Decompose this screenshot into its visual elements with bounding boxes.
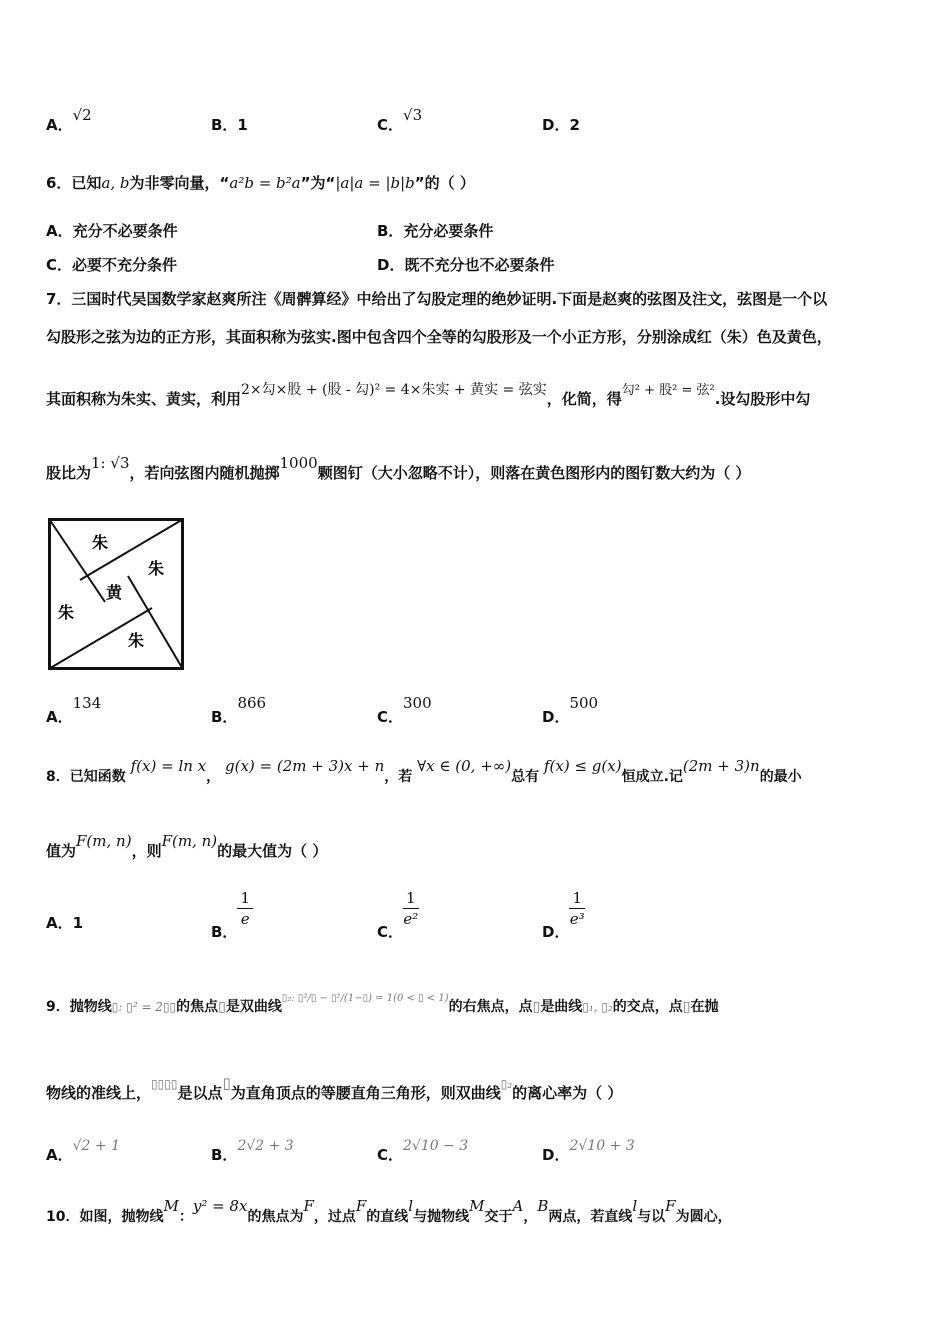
q8-line-2: 值为F(m, n)，则F(m, n)的最大值为（ ） bbox=[46, 832, 328, 860]
q9-option-a: A．√2 + 1 bbox=[46, 1138, 120, 1164]
q8-g: g(x) = (2m + 3)x + n bbox=[225, 757, 385, 775]
q5-option-c: C．√3 bbox=[377, 106, 423, 134]
q5-option-b: B．1 bbox=[211, 116, 248, 134]
q7-formula-1: 2×勾×股 + (股 - 勾)² = 4×朱实 + 黄实 = 弦实 bbox=[241, 382, 547, 398]
q10-equation: y² = 8x bbox=[192, 1197, 248, 1215]
q7-formula-2: 勾² + 股² = 弦² bbox=[621, 383, 715, 398]
q8-expr: (2m + 3)n bbox=[682, 757, 760, 775]
q8-ineq: f(x) ≤ g(x) bbox=[543, 757, 622, 775]
q5-option-d: D．2 bbox=[542, 116, 580, 134]
q5-option-a: A．√2 bbox=[46, 106, 92, 134]
q9-option-c: C．2√10 − 3 bbox=[377, 1138, 469, 1164]
q8-option-c: C． $\frac{1}{\text{e²}}$ bbox=[377, 889, 419, 941]
q8-option-a: A．1 bbox=[46, 914, 84, 932]
q9-line-1: 9．抛物线▯: ▯² = 2▯▯的焦点▯是双曲线$^{▯_2: ▯^2/▯ - ▯^2/(1-▯) = 1(0 < ▯ < 1)}$的右焦点，点▯是曲线▯₁, ▯₂的交点，点▯在抛 bbox=[46, 993, 719, 1015]
q7-ratio: 1: √3 bbox=[91, 454, 130, 472]
q6-stem: 6．已知a, b为非零向量，“a²b = b²a”为“|a|a = |b|b”的（ ） bbox=[46, 174, 475, 192]
q6-option-c: C．必要不充分条件 bbox=[46, 256, 178, 274]
q7-option-c: C．300 bbox=[377, 694, 432, 726]
q8-line-1: 8．已知函数 f(x) = ln x， g(x) = (2m + 3)x + n，若 ∀x ∈ (0, +∞)总有 f(x) ≤ g(x)恒成立.记(2m + 3)n的最小 bbox=[46, 757, 802, 785]
q7-count: 1000 bbox=[279, 454, 318, 472]
q8-option-d: D． $\frac{1}{\text{e³}}$ bbox=[542, 889, 585, 941]
q5-option-a-value: √2 bbox=[72, 106, 92, 124]
diagram-label-zhu-left: 朱 bbox=[58, 603, 75, 622]
q6-condition-1: a²b = b²a bbox=[229, 174, 301, 192]
q6-option-d: D．既不充分也不必要条件 bbox=[377, 256, 555, 274]
q7-line-1: 7．三国时代吴国数学家赵爽所注《周髀算经》中给出了勾股定理的绝妙证明.下面是赵爽的弦图及注文，弦图是一个以 bbox=[46, 290, 828, 308]
q6-option-b: B．充分必要条件 bbox=[377, 222, 494, 240]
diagram-label-zhu-top: 朱 bbox=[92, 533, 109, 552]
q8-option-b: B． $\frac{1}{e}$ bbox=[211, 888, 253, 929]
diagram-label-zhu-bottom: 朱 bbox=[128, 631, 145, 650]
q7-option-a: A．134 bbox=[46, 694, 102, 726]
q8-forall: ∀x ∈ (0, +∞) bbox=[417, 757, 512, 775]
q7-option-d: D．500 bbox=[542, 694, 599, 726]
q9-option-b: B．2√2 + 3 bbox=[211, 1138, 294, 1164]
diagram-label-huang: 黄 bbox=[106, 583, 123, 602]
q7-line-2: 勾股形之弦为边的正方形，其面积称为弦实.图中包含四个全等的勾股形及一个小正方形，分别涂成红（朱）色及黄色， bbox=[46, 328, 832, 346]
q7-line-4: 股比为1: √3，若向弦图内随机抛掷1000颗图钉（大小忽略不计），则落在黄色图形内的图钉数大约为（ ） bbox=[46, 454, 751, 482]
q6-option-a: A．充分不必要条件 bbox=[46, 222, 178, 240]
q5-option-c-value: √3 bbox=[403, 106, 423, 124]
q9-line-2: 物线的准线上，▯▯▯▯是以点▯为直角顶点的等腰直角三角形，则双曲线$^{▯_2}$的离心率为（ ） bbox=[46, 1074, 623, 1102]
q7-option-b: B．866 bbox=[211, 694, 267, 726]
q9-option-d: D．2√10 + 3 bbox=[542, 1138, 635, 1164]
q9-hyperbola: ▯₂: ▯²/▯ − ▯²/(1−▯) = 1(0 < ▯ < 1) bbox=[281, 993, 449, 1004]
q10-line-1: 10．如图，抛物线M：y² = 8x的焦点为F，过点F的直线l与抛物线M交于A，B两点，若直线l与以F为圆心， bbox=[46, 1197, 732, 1225]
diagram-label-zhu-right: 朱 bbox=[148, 559, 165, 578]
hypotenuse-diagram bbox=[48, 518, 184, 670]
q6-condition-2: |a|a = |b|b bbox=[335, 174, 415, 192]
q8-f: f(x) = ln x bbox=[130, 757, 207, 775]
q7-line-3: 其面积称为朱实、黄实，利用2×勾×股 + (股 - 勾)² = 4×朱实 + 黄实 = 弦实，化简，得勾² + 股² = 弦².设勾股形中勾 bbox=[46, 382, 811, 408]
